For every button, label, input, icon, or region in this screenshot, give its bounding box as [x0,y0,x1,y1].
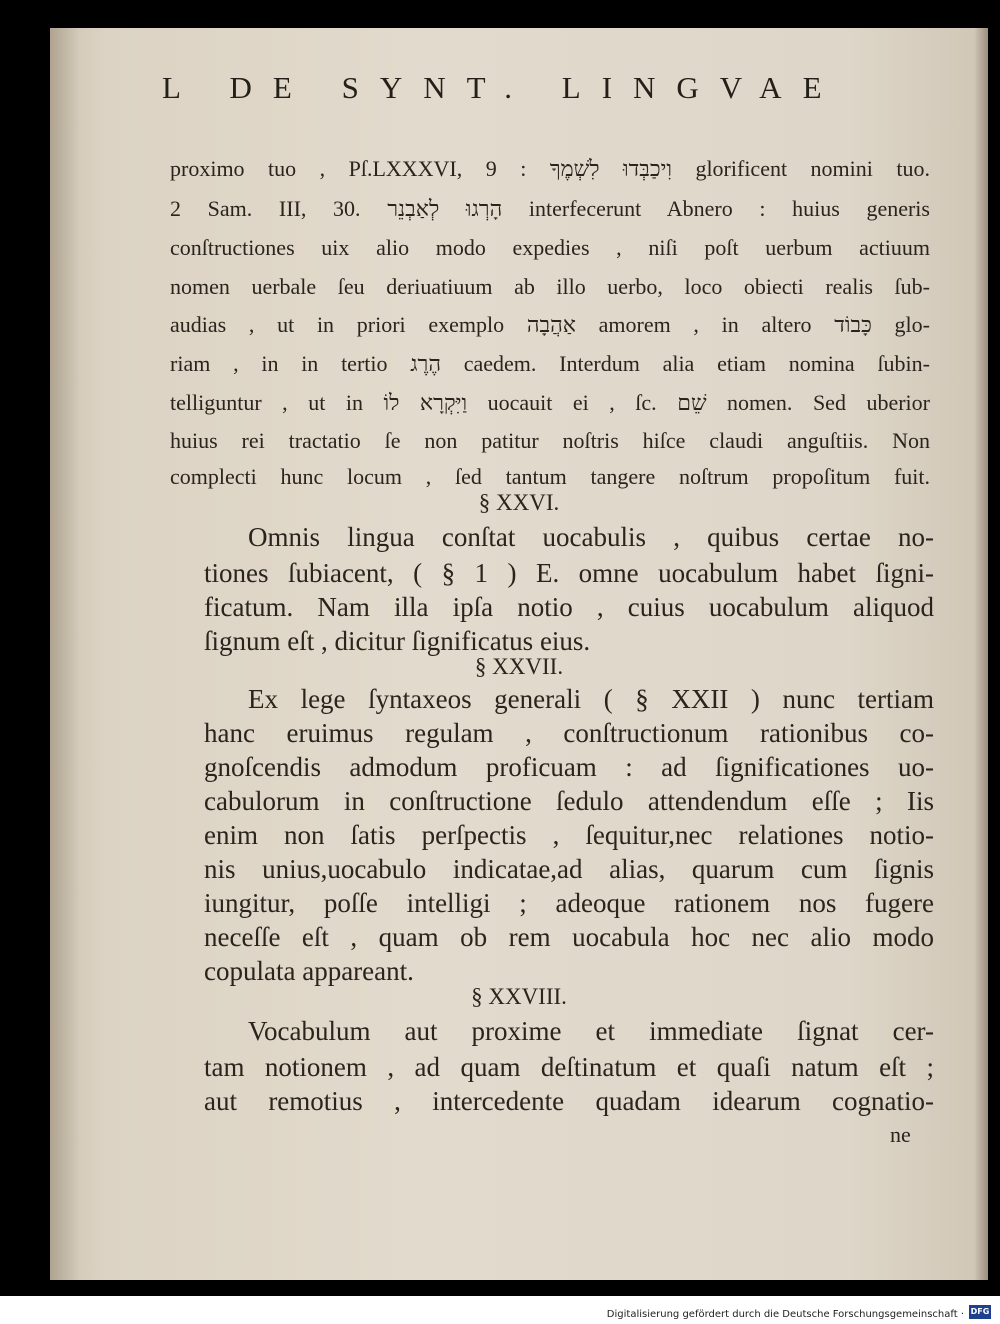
book-page [50,28,988,1280]
text-line: iungitur, poſſe intelligi ; adeoque rationem nos fugere [204,888,934,918]
text-line: proximo tuo , Pſ.LXXXVI, 9 : וִיכַבְּדוּ לִשְׁמֶךָ glorificent nomini tuo. [170,156,930,181]
text-line: huius rei tractatio ſe non patitur noſtris hiſce claudi anguſtiis. Non [170,428,930,453]
text-line: nomen uerbale ſeu deriuatiuum ab illo uerbo, loco obiecti realis ſub- [170,274,930,299]
text-line-last: ſignum eſt , dicitur ſignificatus eius. [204,626,591,656]
dfg-logo-icon: DFG [969,1305,991,1319]
text-line: Omnis lingua conſtat uocabulis , quibus certae no- [248,522,934,552]
text-line: ficatum. Nam illa ipſa notio , cuius uocabulum aliquod [204,592,934,622]
section-heading-26: § XXVI. [478,490,560,515]
text-line: neceſſe eſt , quam ob rem uocabula hoc nec alio modo [204,922,934,952]
text-line: 2 Sam. III, 30. הָרְגוּ לְאַבְנֵר interfecerunt Abnero : huius generis [170,196,930,221]
funding-credit: Digitalisierung gefördert durch die Deutsche Forschungsgemeinschaft · [606,1309,964,1320]
section-heading-28: § XXVIII. [471,984,567,1009]
text-line: audias , ut in priori exemplo אַהֲבָה amorem , in altero כָּבוֹד glo- [170,312,930,337]
text-line: hanc eruimus regulam , conſtructionum rationibus co- [204,718,934,748]
text-line: cabulorum in conſtructione ſedulo attendendum eſſe ; Iis [204,786,934,816]
text-line: nis unius,uocabulo indicatae,ad alias, quarum cum ſignis [204,854,934,884]
text-line: riam , in in tertio הֶרֶג caedem. Interdum alia etiam nomina ſubin- [170,351,930,376]
text-line: enim non ſatis perſpectis , ſequitur,nec relationes notio- [204,820,934,850]
text-line: conſtructiones uix alio modo expedies , niſi poſt uerbum actiuum [170,235,930,260]
text-line: Vocabulum aut proxime et immediate ſignat cer- [248,1016,934,1046]
running-header: L DE SYNT. LINGVAE [162,70,843,105]
catchword: ne [890,1122,911,1147]
text-line: tiones ſubiacent, ( § 1 ) E. omne uocabulum habet ſigni- [204,558,934,588]
text-line: complecti hunc locum , ſed tantum tangere noſtrum propoſitum fuit. [170,464,930,489]
text-line: Ex lege ſyntaxeos generali ( § XXII ) nunc tertiam [248,684,934,714]
text-line: aut remotius , intercedente quadam idearum cognatio- [204,1086,934,1116]
text-line-last: copulata appareant. [204,956,414,986]
text-line: telliguntur , ut in וַיִּקְרָא לוֹ uocauit ei , ſc. שֵׁם nomen. Sed uberior [170,390,930,415]
section-heading-27: § XXVII. [474,654,564,679]
text-line: tam notionem , ad quam deſtinatum et quaſi natum eſt ; [204,1052,934,1082]
text-line: gnoſcendis admodum proficuam : ad ſignificationes uo- [204,752,934,782]
